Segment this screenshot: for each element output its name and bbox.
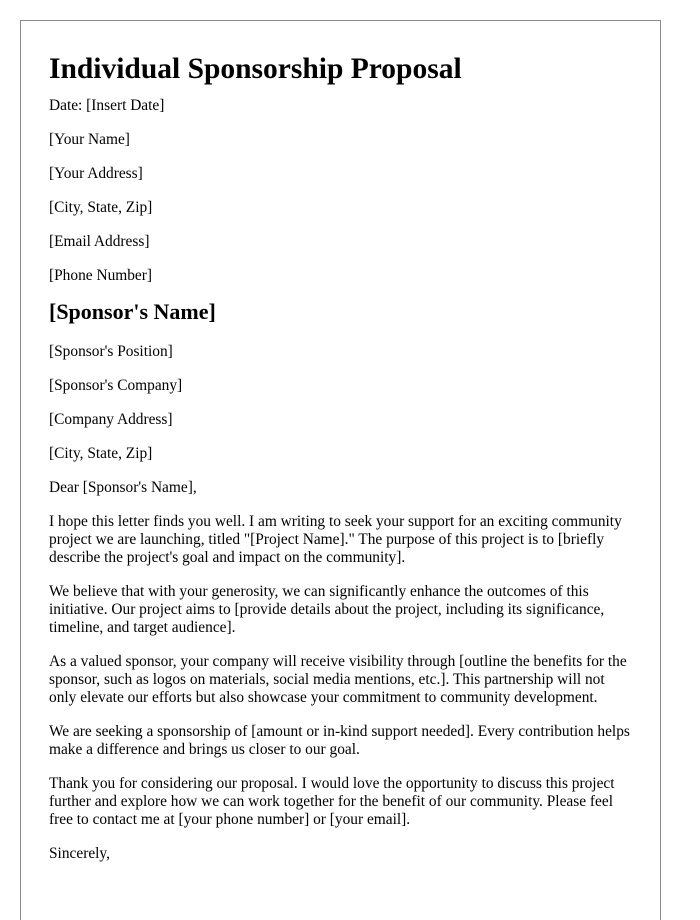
- body-paragraph: Thank you for considering our proposal. I would love the opportunity to discuss this project further and explore how we can work together for the benefit of our community. Please feel free to contact me at [your phone number] or [your email].: [49, 775, 615, 828]
- letter-content: [49, 21, 631, 863]
- salutation: Dear [Sponsor's Name],: [49, 479, 197, 496]
- sender-email: [Email Address]: [49, 233, 150, 250]
- closing: Sincerely,: [49, 845, 110, 862]
- sender-city-state-zip: [City, State, Zip]: [49, 199, 153, 216]
- sender-phone: [Phone Number]: [49, 267, 153, 284]
- recipient-company: [Sponsor's Company]: [49, 377, 183, 394]
- letter-page: [20, 20, 661, 920]
- sender-name: [Your Name]: [49, 131, 130, 148]
- body-paragraph: We believe that with your generosity, we can significantly enhance the outcomes of this initiative. Our project aims to [provide details about the project, including its significance, timeline, and target audience].: [49, 583, 605, 636]
- date-line: Date: [Insert Date]: [49, 97, 165, 114]
- recipient-name: [Sponsor's Name]: [49, 299, 216, 324]
- recipient-position: [Sponsor's Position]: [49, 343, 173, 360]
- body-paragraph: We are seeking a sponsorship of [amount or in-kind support needed]. Every contribution helps make a difference and brings us closer to our goal.: [49, 723, 630, 758]
- letter-title: Individual Sponsorship Proposal: [49, 53, 462, 85]
- sender-address: [Your Address]: [49, 165, 143, 182]
- recipient-city-state-zip: [City, State, Zip]: [49, 445, 153, 462]
- recipient-company-address: [Company Address]: [49, 411, 173, 428]
- body-paragraph: As a valued sponsor, your company will receive visibility through [outline the benefits for the sponsor, such as logos on materials, social media mentions, etc.]. This partnership will not only elevate our efforts but also showcase your commitment to community development.: [49, 653, 627, 706]
- body-paragraph: I hope this letter finds you well. I am writing to seek your support for an exciting community project we are launching, titled "[Project Name]." The purpose of this project is to [briefly describe the project's goal and impact on the community].: [49, 513, 622, 566]
